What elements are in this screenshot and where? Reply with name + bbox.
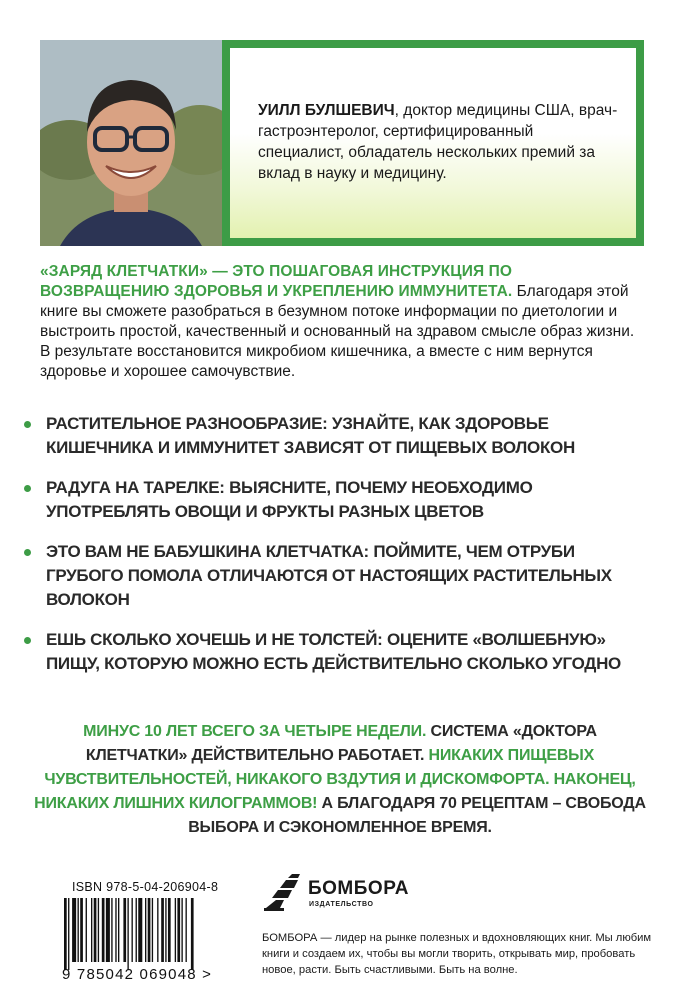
barcode xyxy=(62,898,232,970)
barcode-bar xyxy=(168,898,171,962)
author-bio-text: , доктор медицины США, врач-гастроэнтеролог, сертифицированный специалист, обладатель нескольких премий за вклад в науку и медицину. xyxy=(258,102,618,182)
barcode-bar xyxy=(181,898,182,962)
barcode-bar xyxy=(186,898,187,962)
barcode-bar xyxy=(91,898,92,962)
publisher-subtitle: ИЗДАТЕЛЬСТВО xyxy=(309,901,374,908)
barcode-bar xyxy=(68,898,69,970)
barcode-bar xyxy=(86,898,87,962)
barcode-bar xyxy=(152,898,153,962)
barcode-bar xyxy=(64,898,67,970)
feature-item xyxy=(24,412,644,460)
barcode-bar xyxy=(157,898,158,962)
barcode-bar xyxy=(94,898,97,962)
publisher-name: БОМБОРА xyxy=(308,878,409,899)
feature-text: РАДУГА НА ТАРЕЛКЕ: ВЫЯСНИТЕ, ПОЧЕМУ НЕОБХОДИМО УПОТРЕБЛЯТЬ ОВОЩИ И ФРУКТЫ РАЗНЫХ ЦВЕТОВ xyxy=(46,478,533,521)
barcode-bar xyxy=(106,898,110,962)
barcode-bar xyxy=(123,898,126,962)
bullet-dot-icon xyxy=(24,421,31,428)
summary-part-4: А БЛАГОДАРЯ 70 РЕЦЕПТАМ – СВОБОДА ВЫБОРА И СЭКОНОМЛЕННОЕ ВРЕМЯ. xyxy=(188,795,646,836)
publisher-description: БОМБОРА — лидер на рынке полезных и вдохновляющих книг. Мы любим книги и создаем их, чтобы вы могли творить, открывать мир, пробовать новое, расти. Быть счастливыми. Быть на волне. xyxy=(262,932,652,976)
barcode-bar xyxy=(98,898,99,962)
barcode-bar xyxy=(177,898,180,962)
feature-text: ЕШЬ СКОЛЬКО ХОЧЕШЬ И НЕ ТОЛСТЕЙ: ОЦЕНИТЕ «ВОЛШЕБНУЮ» ПИЩУ, КОТОРУЮ МОЖНО ЕСТЬ ДЕЙСТВИТЕЛЬНО СКОЛЬКО УГОДНО xyxy=(46,630,621,673)
barcode-bar xyxy=(165,898,166,962)
bullet-dot-icon xyxy=(24,549,31,556)
barcode-bar xyxy=(78,898,79,962)
feature-text: РАСТИТЕЛЬНОЕ РАЗНООБРАЗИЕ: УЗНАЙТЕ, КАК ЗДОРОВЬЕ КИШЕЧНИКА И ИММУНИТЕТ ЗАВИСЯТ ОТ ПИЩЕВЫХ ВОЛОКОН xyxy=(46,414,575,457)
summary-part-2: СИСТЕМА «ДОКТОРА КЛЕТЧАТКИ» ДЕЙСТВИТЕЛЬНО РАБОТАЕТ. xyxy=(85,723,597,764)
feature-item xyxy=(24,628,644,676)
barcode-bar xyxy=(191,898,194,970)
barcode-bar xyxy=(80,898,83,962)
barcode-bar xyxy=(111,898,112,962)
author-photo xyxy=(40,40,222,246)
barcode-bar xyxy=(138,898,142,962)
summary-part-1: МИНУС 10 ЛЕТ ВСЕГО ЗА ЧЕТЫРЕ НЕДЕЛИ. xyxy=(83,723,427,740)
summary-block xyxy=(34,720,646,840)
feature-list xyxy=(24,412,644,692)
bullet-dot-icon xyxy=(24,485,31,492)
summary-part-3: НИКАКИХ ПИЩЕВЫХ ЧУВСТВИТЕЛЬНОСТЕЙ, НИКАКОГО ВЗДУТИЯ И ДИСКОМФОРТА. НАКОНЕЦ, НИКАКИХ ЛИШНИХ КИЛОГРАММОВ! xyxy=(34,747,636,812)
author-name: УИЛЛ БУЛШЕВИЧ xyxy=(258,102,395,119)
barcode-bar xyxy=(127,898,128,970)
barcode-bar xyxy=(102,898,105,962)
barcode-bar xyxy=(148,898,151,962)
barcode-bar xyxy=(72,898,76,962)
publisher-logo-icon xyxy=(262,872,306,912)
barcode-bar xyxy=(175,898,176,962)
author-bio-box xyxy=(222,40,644,246)
author-bio xyxy=(258,100,618,184)
feature-text: ЭТО ВАМ НЕ БАБУШКИНА КЛЕТЧАТКА: ПОЙМИТЕ, ЧЕМ ОТРУБИ ГРУБОГО ПОМОЛА ОТЛИЧАЮТСЯ ОТ НАСТОЯЩИХ РАСТИТЕЛЬНЫХ ВОЛОКОН xyxy=(46,542,612,609)
barcode-bar xyxy=(145,898,146,962)
barcode-bar xyxy=(118,898,119,962)
isbn-label: ISBN 978-5-04-206904-8 xyxy=(72,880,219,894)
barcode-bar xyxy=(115,898,116,962)
barcode-bar xyxy=(136,898,137,962)
barcode-bar xyxy=(132,898,133,962)
intro-highlight: «ЗАРЯД КЛЕТЧАТКИ» — ЭТО ПОШАГОВАЯ ИНСТРУКЦИЯ ПО ВОЗВРАЩЕНИЮ ЗДОРОВЬЯ И УКРЕПЛЕНИЮ ИММУНИТЕТА. xyxy=(40,263,513,300)
barcode-bar xyxy=(161,898,164,962)
intro-text: Благодаря этой книге вы сможете разобраться в безумном потоке информации по диетологии и выстроить простой, качественный и основанный на здравом смысле образ жизни. В результате восстановится микробиом кишечника, а вместе с ним вернутся здоровье и хорошее самочувствие. xyxy=(40,283,635,380)
intro-paragraph xyxy=(40,262,640,382)
feature-item xyxy=(24,476,644,524)
feature-item xyxy=(24,540,644,612)
bullet-dot-icon xyxy=(24,637,31,644)
barcode-digits: 9 785042 069048 > xyxy=(62,966,213,983)
